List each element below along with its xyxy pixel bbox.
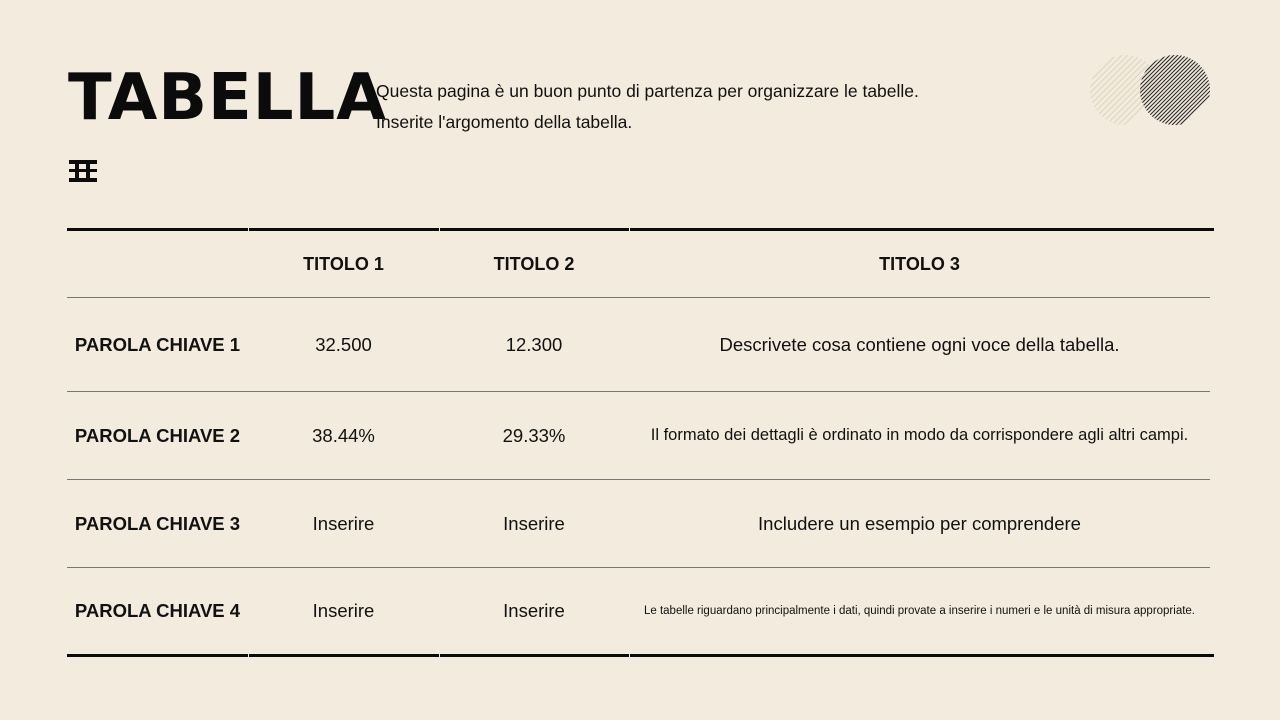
subtitle-line-1: Questa pagina è un buon punto di partenza per organizzare le tabelle.: [376, 81, 919, 101]
table-row: [67, 480, 1210, 568]
page-title: TABELLA: [68, 61, 387, 135]
header-titolo-2: TITOLO 2: [439, 231, 629, 298]
row-description: Le tabelle riguardano principalmente i dati, quindi provate a inserire i numeri e le unità di misura appropriate.: [643, 605, 1196, 618]
data-table: [67, 231, 1210, 655]
row-keyword: PAROLA CHIAVE 3: [67, 480, 248, 568]
row-value-2: Inserire: [439, 480, 629, 568]
row-value-2: 29.33%: [439, 392, 629, 480]
table-bottom-rule: [67, 654, 1214, 657]
hatched-circles-decoration: [1085, 52, 1215, 128]
table-row: [67, 298, 1210, 392]
row-keyword: PAROLA CHIAVE 2: [67, 392, 248, 480]
table-icon: [69, 156, 97, 184]
row-keyword: PAROLA CHIAVE 1: [67, 298, 248, 392]
table-row: [67, 392, 1210, 480]
row-value-1: 32.500: [248, 298, 439, 392]
row-value-1: Inserire: [248, 480, 439, 568]
header-titolo-1: TITOLO 1: [248, 231, 439, 298]
subtitle-line-2: Inserite l'argomento della tabella.: [376, 112, 633, 132]
row-description: Includere un esempio per comprendere: [629, 480, 1210, 568]
table-row: [67, 568, 1210, 655]
row-keyword: PAROLA CHIAVE 4: [74, 600, 241, 622]
page-subtitle: [376, 76, 919, 138]
header-titolo-3: TITOLO 3: [629, 231, 1210, 298]
row-value-1: Inserire: [312, 600, 375, 622]
row-description: Il formato dei dettagli è ordinato in modo da corrispondere agli altri campi.: [629, 392, 1210, 480]
row-value-2: Inserire: [503, 600, 565, 622]
row-description: Descrivete cosa contiene ogni voce della tabella.: [629, 298, 1210, 392]
row-value-2: 12.300: [439, 298, 629, 392]
table-header-row: [67, 231, 1210, 298]
header-empty: [67, 231, 248, 298]
row-value-1: 38.44%: [248, 392, 439, 480]
